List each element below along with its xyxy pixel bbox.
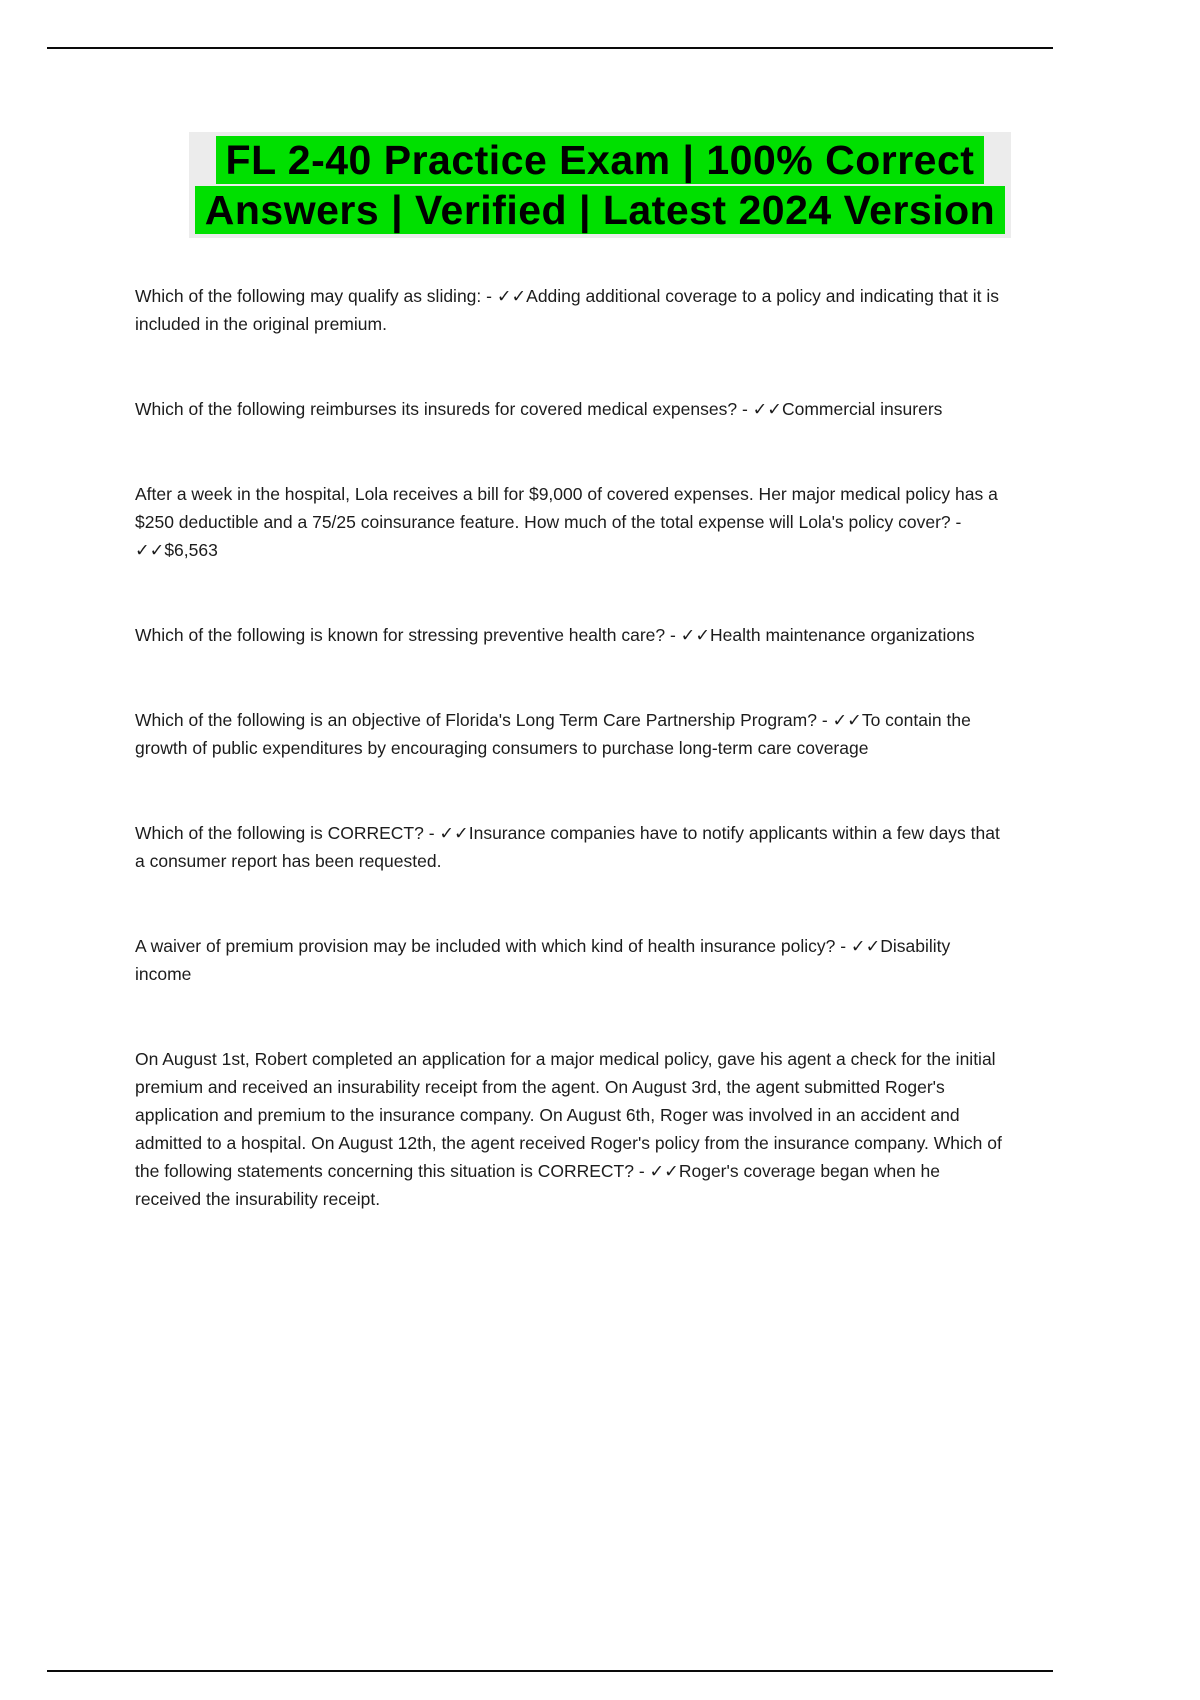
top-rule [47,47,1053,49]
qa-paragraph: After a week in the hospital, Lola receives a bill for $9,000 of covered expenses. Her major medical policy has a $250 deductible and a 75/25 coinsurance feature. How much of the total expense will Lola's policy cover? - ✓✓$6,563 [135,484,998,560]
title-line-1-text: FL 2-40 Practice Exam | 100% Correct [216,136,985,184]
title-line-1 [195,135,1005,185]
qa-paragraph: Which of the following is CORRECT? - ✓✓Insurance companies have to notify applicants within a few days that a consumer report has been requested. [135,823,1000,871]
qa-content [135,282,1007,1270]
title-block [0,132,1200,238]
qa-paragraph: Which of the following may qualify as sliding: - ✓✓Adding additional coverage to a policy and indicating that it is included in the original premium. [135,286,999,334]
qa-paragraph: Which of the following reimburses its insureds for covered medical expenses? - ✓✓Commercial insurers [135,399,943,419]
title-line-2-text: Answers | Verified | Latest 2024 Version [195,186,1005,234]
qa-paragraph: Which of the following is known for stressing preventive health care? - ✓✓Health maintenance organizations [135,625,975,645]
title-backing [189,132,1011,238]
qa-paragraph: On August 1st, Robert completed an application for a major medical policy, gave his agent a check for the initial premium and received an insurability receipt from the agent. On August 3rd, the agent submitted Roger's application and premium to the insurance company. On August 6th, Roger was involved in an accident and admitted to a hospital. On August 12th, the agent received Roger's policy from the insurance company. Which of the following statements concerning this situation is CORRECT? - ✓✓Roger's coverage began when he received the insurability receipt. [135,1049,1002,1209]
qa-paragraph: Which of the following is an objective of Florida's Long Term Care Partnership Program? - ✓✓To contain the growth of public expenditures by encouraging consumers to purchase long-term care coverage [135,710,971,758]
qa-paragraph: A waiver of premium provision may be included with which kind of health insurance policy? - ✓✓Disability income [135,936,951,984]
bottom-rule [47,1670,1053,1672]
title-line-2 [195,185,1005,235]
